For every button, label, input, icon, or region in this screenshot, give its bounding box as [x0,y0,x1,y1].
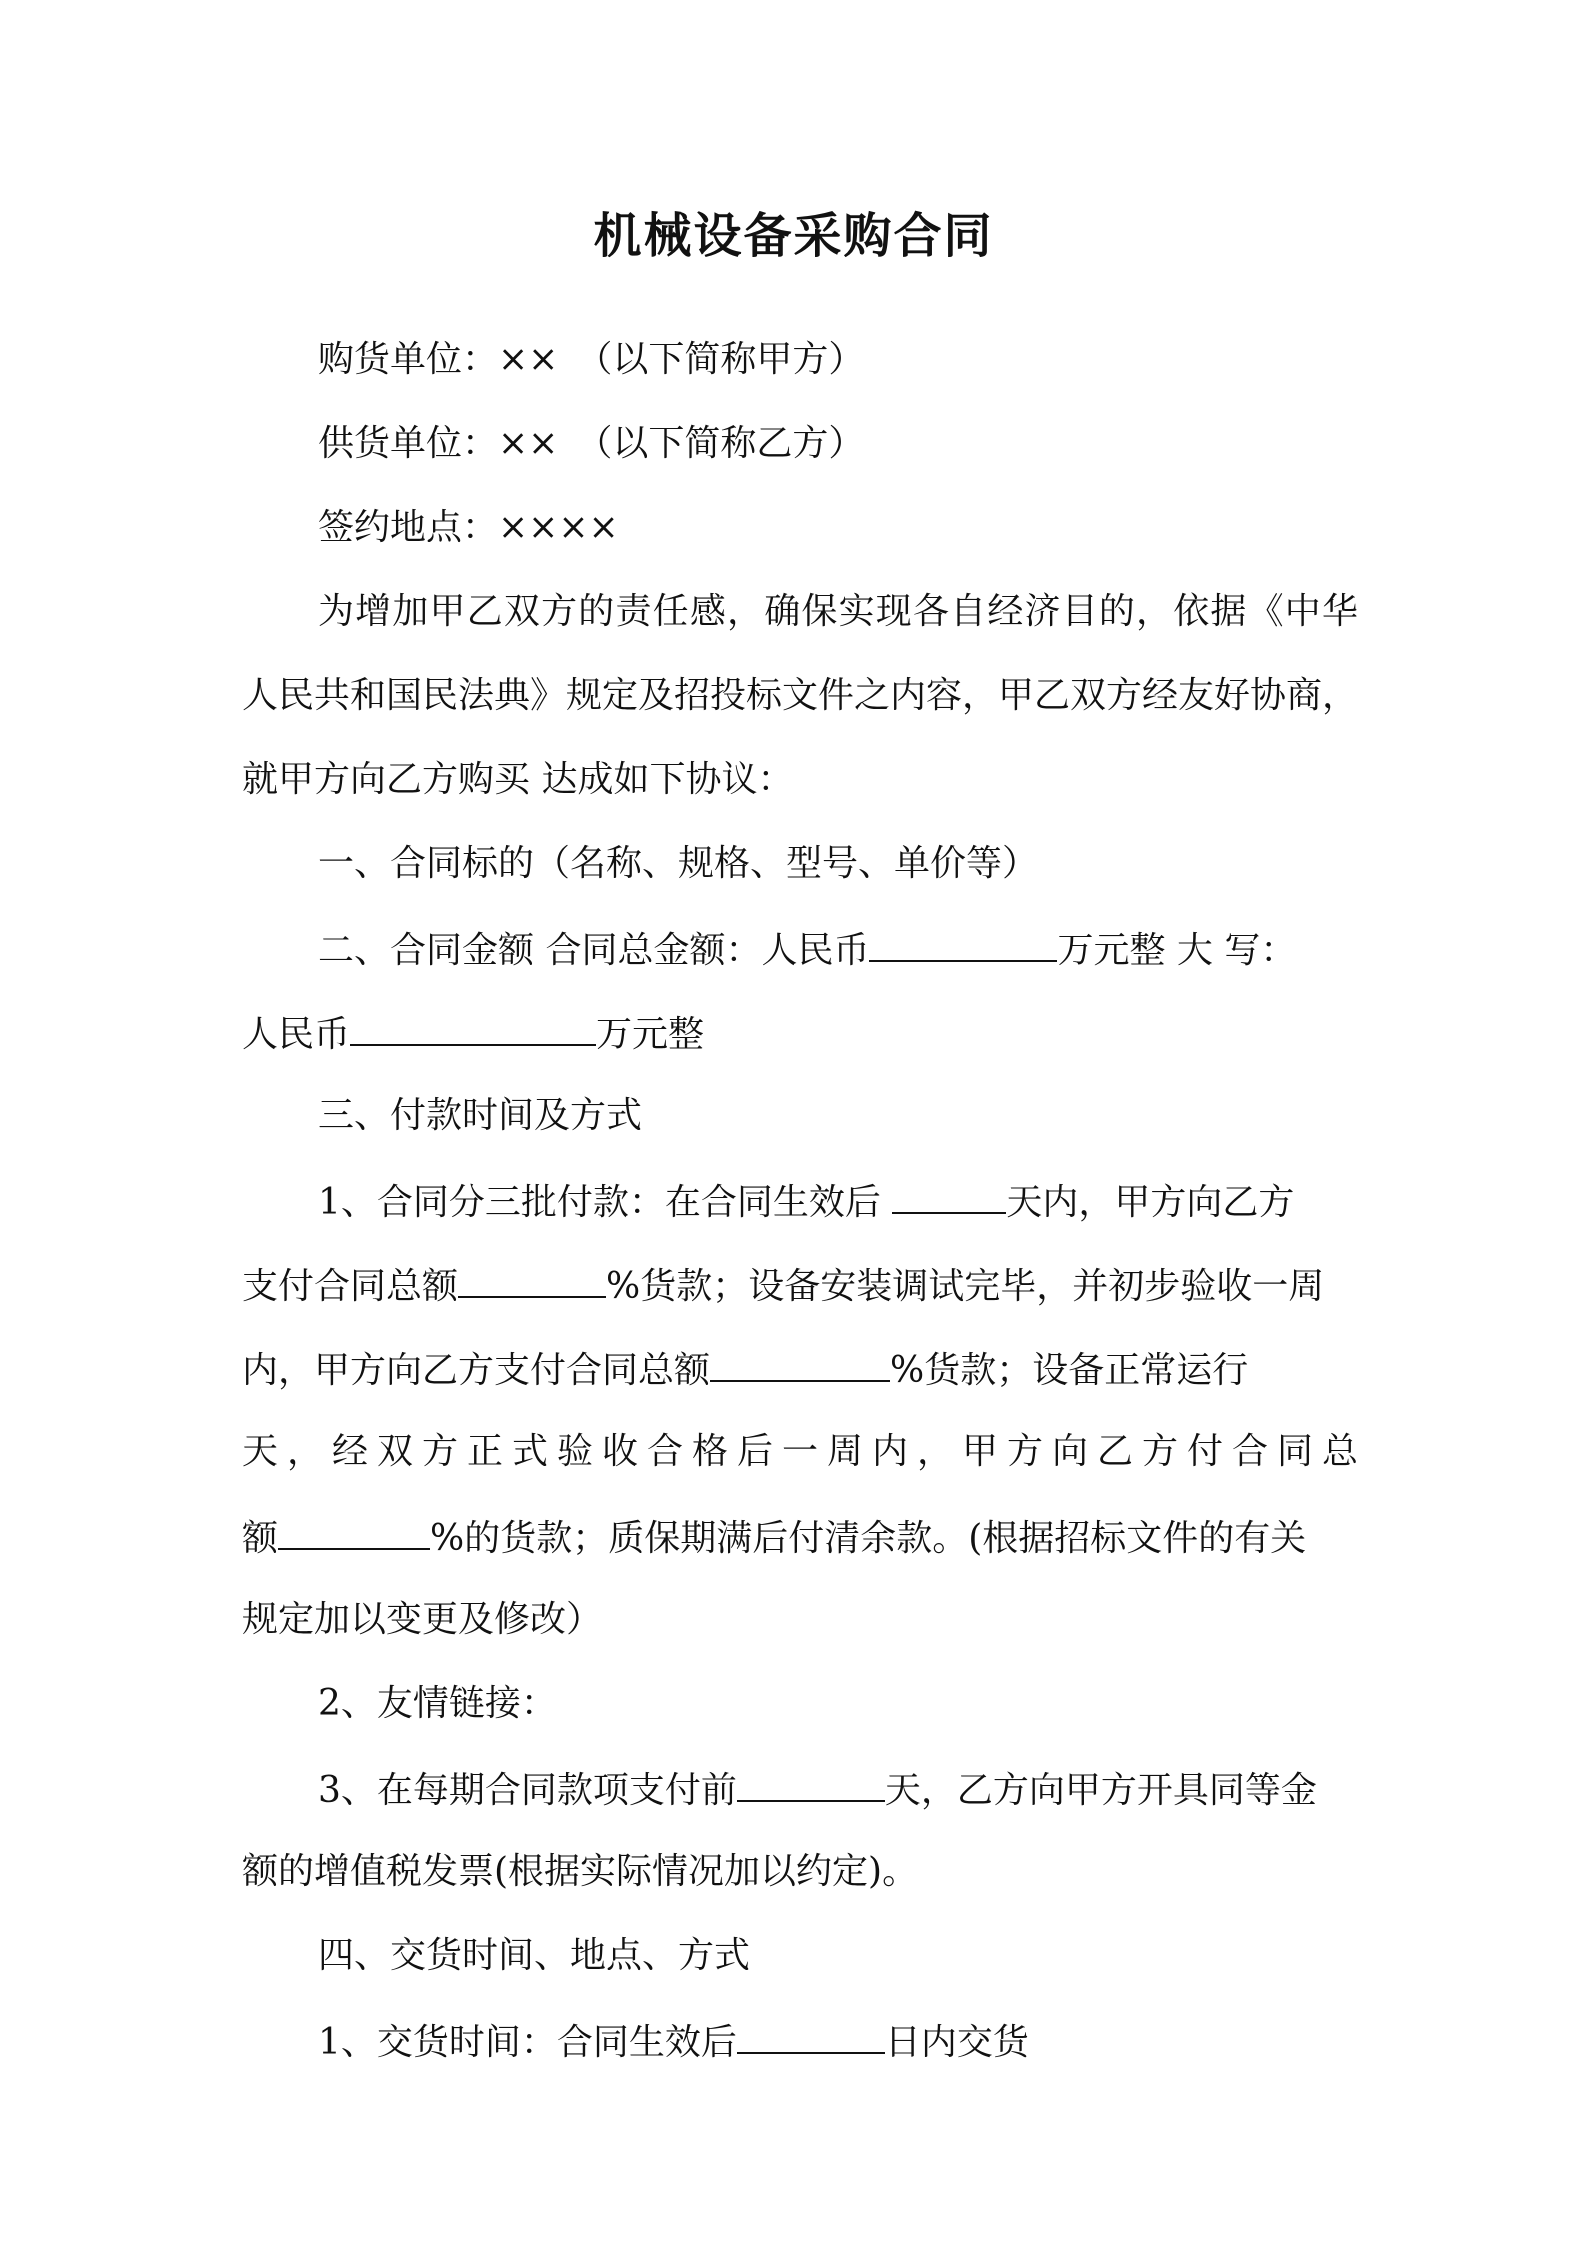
buyer-line: 购货单位：×× （以下简称甲方） [318,339,865,380]
payment-text-h: 额 [242,1518,279,1559]
invoice-line-2: 额的增值税发票(根据实际情况加以约定)。 [242,1851,919,1892]
invoice-text-b: 天，乙方向甲方开具同等金 [884,1770,1317,1811]
clause-2-line: 2、友情链接： [318,1683,557,1724]
invoice-line-1 [318,1764,1358,1815]
payment-text-a: 1、合同分三批付款：在合同生效后 [318,1182,893,1223]
payment-line-3 [242,1344,1358,1395]
third-percent-blank[interactable] [278,1512,430,1550]
payment-text-f: %货款；设备正常运行 [890,1350,1249,1391]
payment-line-2 [242,1260,1358,1311]
section-3-heading: 三、付款时间及方式 [318,1095,643,1136]
delivery-days-blank[interactable] [737,2016,885,2054]
payment-text-c: 支付合同总额 [242,1266,459,1307]
payment-days-blank[interactable] [892,1176,1006,1214]
amount-words-blank[interactable] [350,1008,596,1046]
delivery-text-b: 日内交货 [884,2022,1029,2063]
invoice-days-blank[interactable] [737,1764,885,1802]
first-percent-blank[interactable] [458,1260,606,1298]
intro-line-1: 为增加甲乙双方的责任感，确保实现各自经济目的，依据《中华 [318,591,1358,632]
payment-line-6: 规定加以变更及修改） [242,1599,603,1640]
section-1-heading: 一、合同标的（名称、规格、型号、单价等） [318,843,1039,884]
payment-text-b: 天内，甲方向乙方 [1006,1182,1295,1223]
intro-line-2: 人民共和国民法典》规定及招投标文件之内容，甲乙双方经友好协商， [242,675,1359,716]
payment-line-1 [318,1176,1358,1227]
payment-text-d: %货款；设备安装调试完毕，并初步验收一周 [606,1266,1325,1307]
delivery-text-a: 1、交货时间：合同生效后 [318,2022,737,2063]
seller-line: 供货单位：×× （以下简称乙方） [318,423,865,464]
payment-line-4: 天，经双方正式验收合格后一周内，甲方向乙方付合同总 [242,1431,1358,1472]
section-2-text-c: 人民币 [242,1014,351,1055]
section-2-line-2 [242,1008,1358,1059]
section-2-text-b: 万元整 大 写： [1057,930,1297,971]
second-percent-blank[interactable] [710,1344,890,1382]
intro-line-3: 就甲方向乙方购买 达成如下协议： [242,759,794,800]
payment-line-5 [242,1512,1358,1563]
place-line: 签约地点：×××× [318,507,619,548]
section-2-text-d: 万元整 [596,1014,705,1055]
payment-text-e: 内，甲方向乙方支付合同总额 [242,1350,711,1391]
payment-text-i: %的货款；质保期满后付清余款。(根据招标文件的有关 [430,1518,1307,1559]
section-4-heading: 四、交货时间、地点、方式 [318,1935,751,1976]
amount-blank[interactable] [869,924,1057,962]
section-2-text-a: 二、合同金额 合同总金额：人民币 [318,930,870,971]
delivery-line-1 [318,2016,1358,2067]
invoice-text-a: 3、在每期合同款项支付前 [318,1770,737,1811]
document-title: 机械设备采购合同 [593,208,994,264]
section-2-line-1 [318,924,1358,975]
